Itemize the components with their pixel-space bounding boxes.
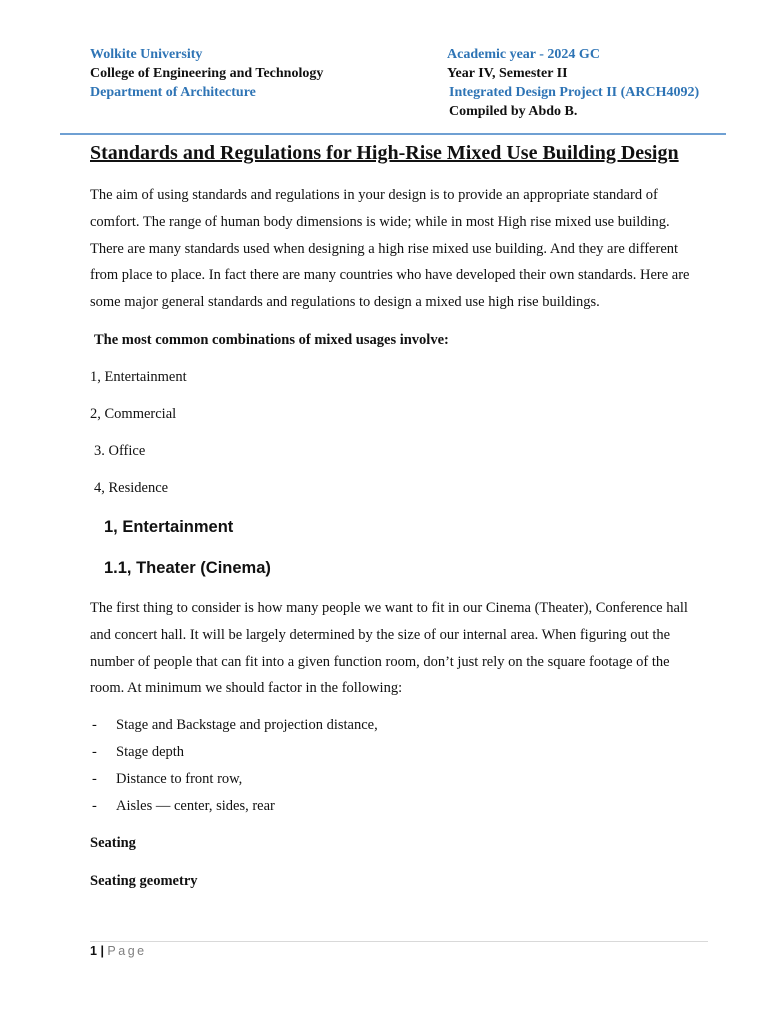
factor-item: Stage depth bbox=[116, 744, 185, 760]
bullet-dash: - bbox=[92, 798, 97, 814]
footer-divider bbox=[90, 941, 708, 942]
factor-item: Aisles — center, sides, rear bbox=[116, 798, 275, 814]
page-number: 1 bbox=[90, 944, 97, 958]
usage-item-office: 3. Office bbox=[94, 443, 146, 459]
year-semester: Year IV, Semester II bbox=[447, 66, 568, 81]
usage-item-commercial: 2, Commercial bbox=[90, 406, 177, 422]
intro-line: There are many standards used when designing a high rise mixed use building. And they are different bbox=[90, 240, 679, 257]
department-name: Department of Architecture bbox=[90, 85, 256, 100]
combinations-heading: The most common combinations of mixed usages involve: bbox=[94, 332, 449, 348]
intro-paragraph bbox=[90, 182, 706, 316]
page-footer bbox=[90, 943, 147, 959]
compiled-by: Compiled by Abdo B. bbox=[449, 104, 578, 119]
intro-line: some major general standards and regulations to design a mixed use high rise buildings. bbox=[90, 294, 600, 311]
usage-item-entertainment: 1, Entertainment bbox=[90, 369, 187, 385]
factor-item: Distance to front row, bbox=[116, 771, 243, 787]
theater-line: The first thing to consider is how many people we want to fit in our Cinema (Theater), Conference hall bbox=[90, 600, 688, 616]
bullet-dash: - bbox=[92, 744, 97, 760]
page-label: Page bbox=[107, 944, 147, 958]
theater-line: and concert hall. It will be largely determined by the size of our internal area. When figuring out the bbox=[90, 626, 671, 643]
section-heading: 1, Entertainment bbox=[104, 518, 234, 536]
usage-item-residence: 4, Residence bbox=[94, 480, 169, 496]
intro-line: The aim of using standards and regulations in your design is to provide an appropriate standard of bbox=[90, 187, 658, 203]
university-name: Wolkite University bbox=[90, 47, 203, 62]
page-title: Standards and Regulations for High-Rise Mixed Use Building Design bbox=[90, 142, 679, 164]
factor-item: Stage and Backstage and projection distance, bbox=[116, 717, 378, 733]
intro-line: from place to place. In fact there are many countries who have developed their own standards. Here are bbox=[90, 267, 690, 284]
subsection-heading: 1.1, Theater (Cinema) bbox=[104, 559, 271, 577]
seating-geometry-heading: Seating geometry bbox=[90, 873, 198, 889]
college-name: College of Engineering and Technology bbox=[90, 66, 324, 81]
seating-heading: Seating bbox=[90, 835, 136, 851]
header-divider bbox=[60, 133, 726, 135]
course-name: Integrated Design Project II (ARCH4092) bbox=[449, 85, 700, 100]
bullet-dash: - bbox=[92, 717, 97, 733]
theater-line: number of people that can fit into a given function room, don’t just rely on the square footage of the bbox=[90, 653, 670, 670]
footer-separator: | bbox=[100, 944, 104, 958]
theater-paragraph bbox=[90, 595, 706, 702]
intro-line: comfort. The range of human body dimensions is wide; while in most High rise mixed use building. bbox=[90, 213, 670, 230]
academic-year: Academic year - 2024 GC bbox=[447, 47, 600, 62]
bullet-dash: - bbox=[92, 771, 97, 787]
theater-line: room. At minimum we should factor in the following: bbox=[90, 680, 403, 697]
